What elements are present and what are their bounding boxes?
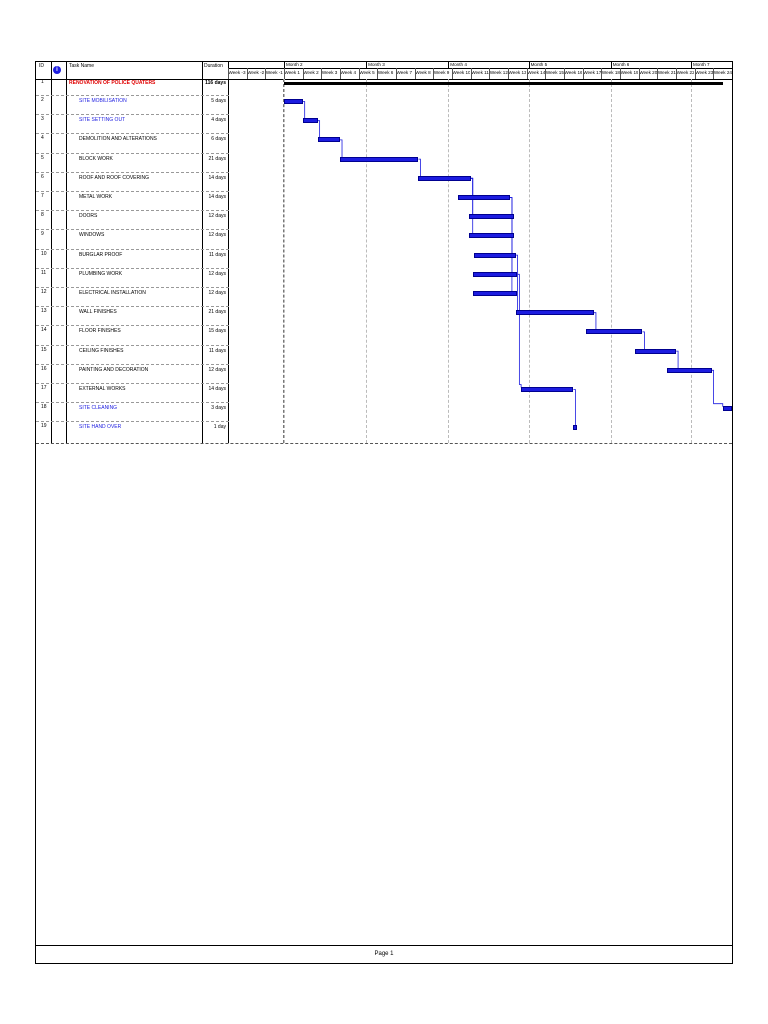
gantt-sheet xyxy=(35,61,733,964)
task-id: 7 xyxy=(41,193,44,199)
task-duration: 12 days xyxy=(208,290,226,296)
dependency-link xyxy=(340,140,342,157)
week-label: Week 21 xyxy=(657,70,676,75)
task-id: 17 xyxy=(41,385,47,391)
task-id: 2 xyxy=(41,97,44,103)
week-label: Week 2 xyxy=(303,70,319,75)
task-id: 15 xyxy=(41,346,47,353)
task-name: FLOOR FINISHES xyxy=(79,328,121,335)
task-id: 14 xyxy=(41,327,47,334)
task-id: 5 xyxy=(41,154,44,161)
week-label: Week 19 xyxy=(620,70,639,75)
task-id: 19 xyxy=(41,423,47,430)
task-bar[interactable] xyxy=(469,233,514,238)
task-name: CEILING FINISHES xyxy=(79,347,124,354)
task-bar[interactable] xyxy=(418,176,470,181)
task-duration: 11 days xyxy=(208,347,226,354)
week-label: Week 6 xyxy=(377,70,394,75)
week-label: Week 15 xyxy=(545,70,564,75)
task-duration: 14 days xyxy=(208,174,226,181)
week-label: Week 8 xyxy=(415,70,431,75)
task-id: 16 xyxy=(41,365,47,372)
task-id: 8 xyxy=(41,212,44,219)
task-id: 12 xyxy=(41,289,47,295)
week-label: Week 14 xyxy=(527,70,545,75)
task-duration: 15 days xyxy=(208,328,226,335)
task-duration: 12 days xyxy=(208,270,226,277)
task-id: 18 xyxy=(41,404,47,411)
task-duration: 11 days xyxy=(208,251,226,258)
task-id: 10 xyxy=(41,250,47,257)
task-duration: 116 days xyxy=(205,80,226,86)
task-name: PLUMBING WORK xyxy=(79,270,123,277)
week-label: Week 5 xyxy=(359,70,375,75)
week-label: Week 13 xyxy=(508,70,527,75)
month-label: Month 2 xyxy=(286,62,303,67)
task-bar[interactable] xyxy=(521,387,573,392)
week-label: Week 23 xyxy=(695,70,713,75)
task-name: RENOVATION OF POLICE QUATERS xyxy=(69,80,156,86)
task-name: METAL WORK xyxy=(79,194,113,200)
task-bar[interactable] xyxy=(473,291,518,296)
col-header-id: ID xyxy=(39,63,44,69)
task-bar[interactable] xyxy=(516,310,594,315)
summary-bar[interactable] xyxy=(284,82,723,85)
task-duration: 14 days xyxy=(208,194,226,200)
task-bar[interactable] xyxy=(458,195,510,200)
task-id: 13 xyxy=(41,308,47,315)
week-label: Week 9 xyxy=(433,70,450,75)
page-footer: Page 1 xyxy=(374,951,394,957)
task-bar[interactable] xyxy=(303,118,318,123)
month-label: Month 6 xyxy=(612,62,630,67)
task-name: EXTERNAL WORKS xyxy=(79,386,126,392)
dependency-link xyxy=(712,370,723,406)
week-label: Week 18 xyxy=(601,70,620,75)
week-label: Week -1 xyxy=(265,70,283,75)
dependency-link xyxy=(303,102,305,119)
week-label: Week 20 xyxy=(639,70,657,75)
week-label: Week 17 xyxy=(583,70,601,75)
task-duration: 14 days xyxy=(208,386,226,392)
dependency-link xyxy=(676,351,678,368)
task-duration: 4 days xyxy=(211,117,226,124)
task-id: 11 xyxy=(41,269,47,276)
col-header-duration: Duration xyxy=(204,63,223,69)
task-id: 1 xyxy=(41,79,44,85)
task-name: BLOCK WORK xyxy=(79,155,113,162)
task-bar[interactable] xyxy=(474,253,515,258)
task-name: DOORS xyxy=(79,213,98,220)
month-label: Month 4 xyxy=(450,62,467,67)
task-name: SITE CLEANING xyxy=(79,405,118,412)
task-duration: 12 days xyxy=(208,366,226,373)
dependency-link xyxy=(418,159,420,176)
footer-divider xyxy=(36,945,732,946)
task-duration: 3 days xyxy=(211,405,226,412)
task-bar[interactable] xyxy=(723,406,732,411)
month-label: Month 3 xyxy=(368,62,385,67)
month-label: Month 7 xyxy=(693,62,710,67)
task-duration: 21 days xyxy=(208,155,226,162)
task-name: ROOF AND ROOF COVERING xyxy=(79,174,150,181)
task-id: 9 xyxy=(41,231,44,238)
week-label: Week -3 xyxy=(228,70,246,75)
dependency-link xyxy=(517,274,521,387)
dependency-link xyxy=(516,255,518,311)
task-name: SITE MOBILISATION xyxy=(79,98,127,104)
task-bar[interactable] xyxy=(284,99,303,104)
week-label: Week 24 xyxy=(713,70,732,75)
week-label: Week 22 xyxy=(676,70,695,75)
info-icon: i xyxy=(53,66,61,74)
week-label: Week 1 xyxy=(284,70,300,75)
dependency-link xyxy=(573,390,575,426)
task-name: BURGLAR PROOF xyxy=(79,251,123,258)
task-duration: 12 days xyxy=(208,213,226,220)
task-bar[interactable] xyxy=(340,157,418,162)
week-label: Week 3 xyxy=(321,70,338,75)
task-name: SITE SETTING OUT xyxy=(79,117,126,124)
task-name: WALL FINISHES xyxy=(79,309,117,316)
week-label: Week 7 xyxy=(396,70,413,75)
task-duration: 21 days xyxy=(208,309,226,316)
week-label: Week -2 xyxy=(247,70,265,75)
task-name: ELECTRICAL INSTALLATION xyxy=(79,290,146,296)
task-bar[interactable] xyxy=(318,137,340,142)
task-duration: 6 days xyxy=(211,136,226,143)
month-label: Month 5 xyxy=(530,62,548,67)
table-bottom-border xyxy=(36,443,732,444)
week-label: Week 16 xyxy=(564,70,583,75)
week-label: Week 4 xyxy=(340,70,357,75)
task-bar[interactable] xyxy=(635,349,676,354)
task-bar[interactable] xyxy=(586,329,642,334)
dependency-link xyxy=(510,198,512,292)
dependency-link xyxy=(594,313,596,330)
task-name: WINDOWS xyxy=(79,232,105,239)
task-bar[interactable] xyxy=(573,425,577,430)
task-id: 4 xyxy=(41,135,44,142)
task-bar[interactable] xyxy=(469,214,514,219)
task-id: 3 xyxy=(41,116,44,123)
task-name: PAINTING AND DECORATION xyxy=(79,366,149,373)
task-name: DEMOLITION AND ALTERATIONS xyxy=(79,136,157,143)
task-duration: 1 day xyxy=(213,424,226,431)
dependency-link xyxy=(471,178,473,234)
task-bar[interactable] xyxy=(667,368,712,373)
task-name: SITE HAND OVER xyxy=(79,424,122,431)
dependency-link xyxy=(642,332,644,349)
col-header-task-name: Task Name xyxy=(69,63,95,69)
dependency-link xyxy=(318,121,320,138)
task-bar[interactable] xyxy=(473,272,518,277)
week-label: Week 11 xyxy=(471,70,489,75)
week-label: Week 10 xyxy=(452,70,471,75)
task-duration: 5 days xyxy=(211,98,226,104)
task-duration: 12 days xyxy=(208,232,226,239)
task-id: 6 xyxy=(41,173,44,180)
dependency-links xyxy=(36,62,732,452)
week-label: Week 12 xyxy=(489,70,508,75)
